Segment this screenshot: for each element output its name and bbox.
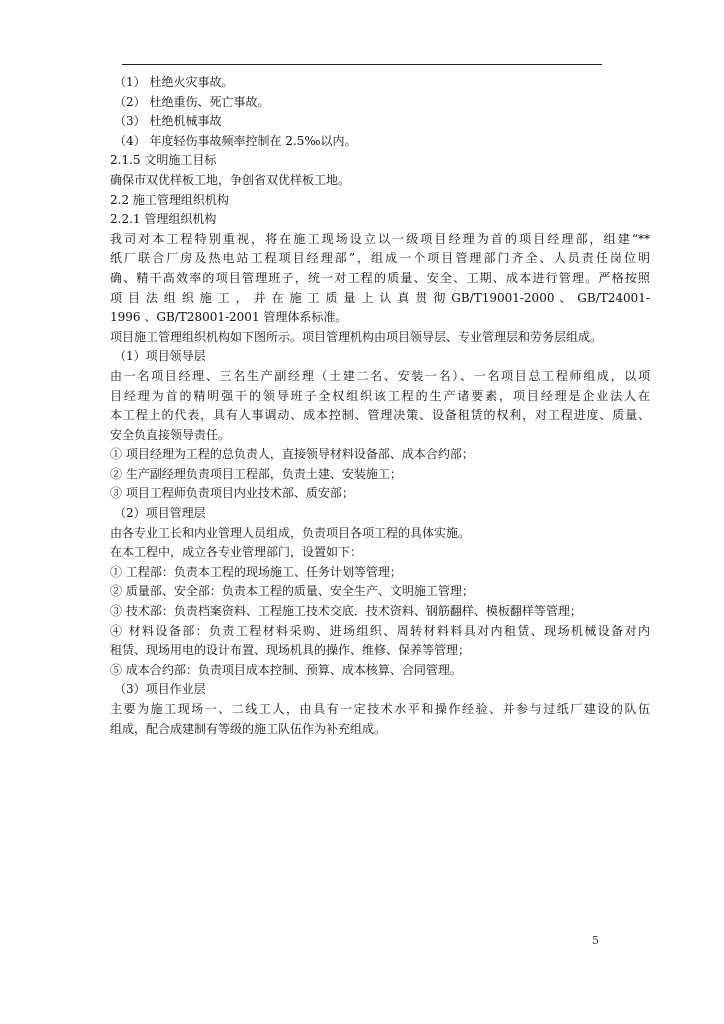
- paragraph-line: 我司对本工程特别重视，将在施工现场设立以一级项目经理为首的项目经理部，组建“**: [110, 231, 650, 246]
- list-item: ③ 项目工程师负责项目内业技术部、质安部；: [110, 486, 354, 501]
- list-item: ⑤ 成本合约部：负责项目成本控制、预算、成本核算、合同管理。: [110, 662, 462, 677]
- paragraph-line: 确、精干高效率的项目管理班子，统一对工程的质量、安全、工期、成本进行管理。严格按照: [110, 270, 650, 285]
- paragraph-line: 由一名项目经理、三名生产副经理（土建二名、安装一名）、一名项目总工程师组成，以项: [110, 368, 650, 383]
- goal-item-2: （2） 杜绝重伤、死亡事故。: [114, 94, 270, 109]
- paragraph-line: 由各专业工长和内业管理人员组成，负责项目各项工程的具体实施。: [110, 525, 471, 540]
- section-heading-2-2-1: 2.2.1 管理组织机构: [110, 212, 217, 227]
- document-body: [110, 73, 650, 739]
- section-heading-2-2: 2.2 施工管理组织机构: [110, 192, 229, 207]
- paragraph-line: 主要为施工现场一、二线工人，由具有一定技术水平和操作经验、并参与过纸厂建设的队伍: [110, 702, 650, 716]
- list-item-continuation: 租赁、现场用电的设计布置、现场机具的操作、维修、保养等管理；: [110, 643, 471, 658]
- paragraph-line: 1996 、GB/T28001-2001 管理体系标准。: [110, 310, 348, 325]
- subheading-leadership: （1）项目领导层: [114, 349, 206, 364]
- list-item: ④ 材料设备部：负责工程材料采购、进场组织、周转材料料具对内租赁、现场机械设备对内: [110, 623, 650, 638]
- paragraph-line: 项 目 法 组 织 施 工 ， 并 在 施 工 质 量 上 认 真 贯 彻 GB/T19001-2000 、 GB/T24001-: [110, 290, 650, 305]
- subheading-management: （2）项目管理层: [114, 506, 206, 521]
- page-number: 5: [592, 934, 599, 947]
- list-item: ③ 技术部：负责档案资料、工程施工技术交底．技术资料、钢筋翻样、模板翻样等管理；: [110, 604, 582, 619]
- header-rule: [122, 64, 602, 65]
- list-item: ① 工程部：负责本工程的现场施工、任务计划等管理；: [110, 564, 402, 579]
- goal-item-1: （1） 杜绝火灾事故。: [114, 75, 234, 89]
- list-item: ① 项目经理为工程的总负责人，直接领导材料设备部、成本合约部；: [110, 447, 474, 462]
- paragraph-line: 项目施工管理组织机构如下图所示。项目管理机构由项目领导层、专业管理层和劳务层组成。: [110, 329, 603, 344]
- paragraph-line: 安全负直接领导责任。: [110, 427, 231, 442]
- paragraph-line: 目经理为首的精明强干的领导班子全权组织该工程的生产诸要素，项目经理是企业法人在: [110, 388, 650, 403]
- paragraph-line: 确保市双优样板工地，争创省双优样板工地。: [110, 172, 351, 187]
- section-heading-2-1-5: 2.1.5 文明施工目标: [110, 153, 217, 168]
- paragraph-line: 在本工程中，成立各专业管理部门，设置如下：: [110, 545, 363, 560]
- list-item: ② 质量部、安全部：负责本工程的质量、安全生产、文明施工管理；: [110, 584, 474, 599]
- list-item: ② 生产副经理负责项目工程部，负责土建、安装施工；: [110, 466, 402, 481]
- paragraph-line: 纸厂联合厂房及热电站工程项目经理部”，组成一个项目管理部门齐全、人员责任岗位明: [110, 251, 650, 266]
- paragraph-line: 组成，配合成建制有等级的施工队伍作为补充组成。: [110, 721, 387, 736]
- subheading-operations: （3）项目作业层: [114, 682, 206, 697]
- paragraph-line: 本工程上的代表，具有人事调动、成本控制、管理决策、设备租赁的权利，对工程进度、质量、: [110, 408, 650, 423]
- goal-item-4: （4） 年度轻伤事故频率控制在 2.5‰以内。: [114, 133, 357, 148]
- goal-item-3: （3） 杜绝机械事故: [114, 114, 222, 129]
